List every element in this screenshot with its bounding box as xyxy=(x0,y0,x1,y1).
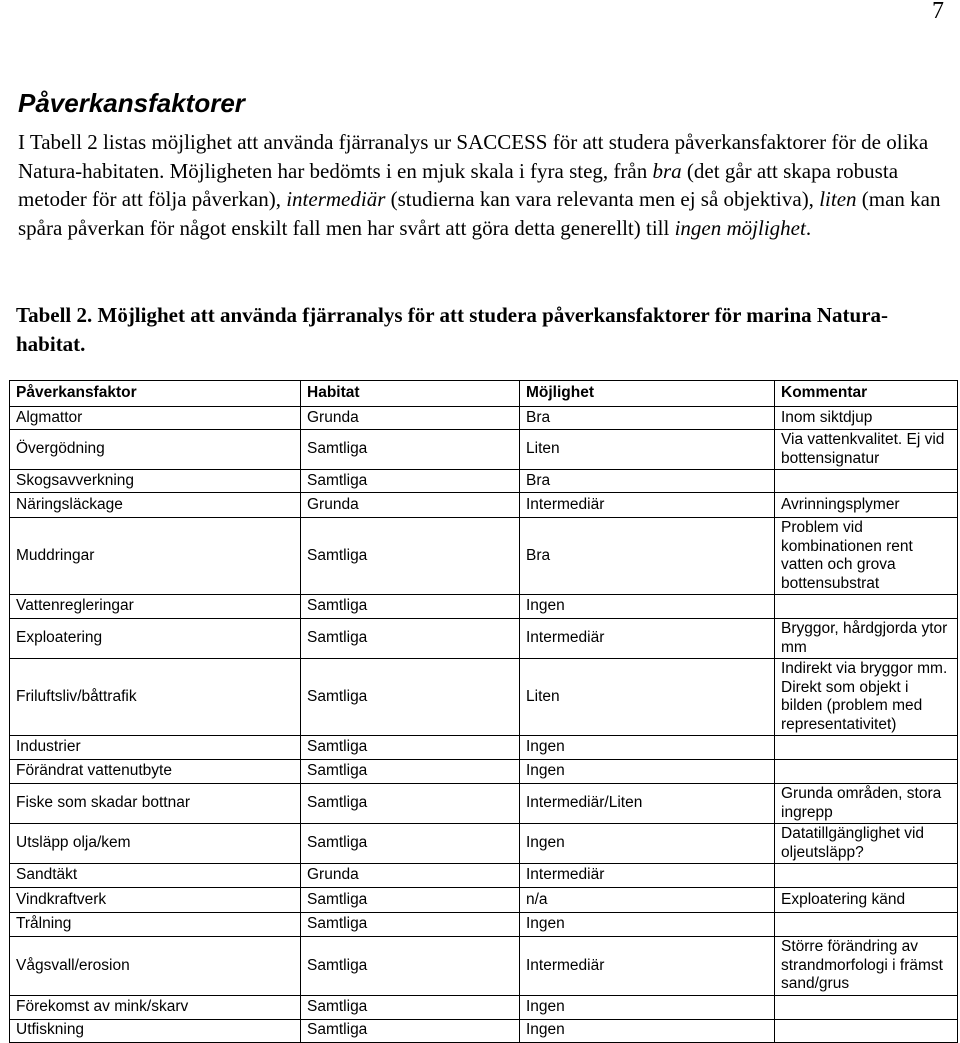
factor-cell: Sandtäkt xyxy=(10,864,301,888)
possibility-cell: Bra xyxy=(520,518,775,595)
habitat-cell: Samtliga xyxy=(301,595,520,619)
table-row xyxy=(10,493,958,518)
paragraph-text: (studierna kan vara relevanta men ej så objektiva), xyxy=(385,187,820,211)
comment-cell: Bryggor, hårdgjorda ytor mm xyxy=(775,619,958,659)
impact-factors-table xyxy=(9,380,958,1043)
intro-paragraph xyxy=(18,128,948,242)
possibility-cell: Ingen xyxy=(520,595,775,619)
factor-cell: Utsläpp olja/kem xyxy=(10,824,301,864)
header-cell: Kommentar xyxy=(775,381,958,407)
factor-cell: Trålning xyxy=(10,913,301,937)
habitat-cell: Samtliga xyxy=(301,784,520,824)
habitat-cell: Grunda xyxy=(301,864,520,888)
header-cell: Påverkansfaktor xyxy=(10,381,301,407)
habitat-cell: Samtliga xyxy=(301,518,520,595)
emphasized-term: liten xyxy=(819,187,857,211)
table-row xyxy=(10,760,958,784)
habitat-cell: Samtliga xyxy=(301,659,520,736)
section-heading: Påverkansfaktorer xyxy=(18,88,245,118)
paragraph-text: (man kan spåra påverkan för något enskilt fall men har svårt att göra detta generellt) till xyxy=(18,187,941,240)
habitat-cell: Grunda xyxy=(301,407,520,430)
table-row xyxy=(10,470,958,493)
factor-cell: Exploatering xyxy=(10,619,301,659)
factor-cell: Förekomst av mink/skarv xyxy=(10,995,301,1019)
habitat-cell: Samtliga xyxy=(301,760,520,784)
possibility-cell: Intermediär xyxy=(520,864,775,888)
possibility-cell: Liten xyxy=(520,659,775,736)
comment-cell: Avrinningsplymer xyxy=(775,493,958,518)
factor-cell: Skogsavverkning xyxy=(10,470,301,493)
possibility-cell: Ingen xyxy=(520,995,775,1019)
factor-cell: Friluftsliv/båttrafik xyxy=(10,659,301,736)
habitat-cell: Samtliga xyxy=(301,470,520,493)
comment-cell: Problem vid kombinationen rent vatten och grova bottensubstrat xyxy=(775,518,958,595)
table-row xyxy=(10,937,958,996)
comment-cell xyxy=(775,736,958,760)
comment-cell: Inom siktdjup xyxy=(775,407,958,430)
habitat-cell: Samtliga xyxy=(301,1019,520,1042)
table-row xyxy=(10,595,958,619)
emphasized-term: ingen möjlighet xyxy=(674,215,806,240)
table-row xyxy=(10,913,958,937)
comment-cell: Större förändring av strandmorfologi i främst sand/grus xyxy=(775,937,958,996)
comment-cell: Exploatering känd xyxy=(775,888,958,913)
habitat-cell: Samtliga xyxy=(301,888,520,913)
possibility-cell: Bra xyxy=(520,407,775,430)
table-row xyxy=(10,864,958,888)
paragraph-text: (det går att skapa robusta metoder för att följa påverkan), xyxy=(18,158,899,211)
page-number: 7 xyxy=(932,0,944,24)
comment-cell: Datatillgänglighet vid oljeutsläpp? xyxy=(775,824,958,864)
table-row xyxy=(10,518,958,595)
possibility-cell: n/a xyxy=(520,888,775,913)
habitat-cell: Samtliga xyxy=(301,995,520,1019)
comment-cell: Grunda områden, stora ingrepp xyxy=(775,784,958,824)
comment-cell xyxy=(775,470,958,493)
paragraph-text: I Tabell 2 listas möjlighet att använda fjärranalys ur SACCESS för att studera påverkansfaktorer för de olika Natura-habitaten. Möjligheten har bedömts i en mjuk skala i fyra steg, från xyxy=(18,130,929,183)
habitat-cell: Samtliga xyxy=(301,430,520,470)
emphasized-term: intermediär xyxy=(286,187,386,211)
factor-cell: Vindkraftverk xyxy=(10,888,301,913)
factor-cell: Näringsläckage xyxy=(10,493,301,518)
possibility-cell: Ingen xyxy=(520,1019,775,1042)
emphasized-term: bra xyxy=(652,158,682,183)
possibility-cell: Liten xyxy=(520,430,775,470)
habitat-cell: Samtliga xyxy=(301,937,520,996)
header-cell: Möjlighet xyxy=(520,381,775,407)
factor-cell: Förändrat vattenutbyte xyxy=(10,760,301,784)
habitat-cell: Samtliga xyxy=(301,824,520,864)
comment-cell xyxy=(775,760,958,784)
comment-cell xyxy=(775,595,958,619)
factor-cell: Övergödning xyxy=(10,430,301,470)
comment-cell xyxy=(775,864,958,888)
paragraph-text: . xyxy=(805,215,812,240)
table-row xyxy=(10,407,958,430)
table-row xyxy=(10,888,958,913)
factor-cell: Fiske som skadar bottnar xyxy=(10,784,301,824)
factor-cell: Industrier xyxy=(10,736,301,760)
table-body xyxy=(10,407,958,1043)
comment-cell xyxy=(775,913,958,937)
factor-cell: Vågsvall/erosion xyxy=(10,937,301,996)
possibility-cell: Ingen xyxy=(520,736,775,760)
table-row xyxy=(10,824,958,864)
factor-cell: Vattenregleringar xyxy=(10,595,301,619)
possibility-cell: Ingen xyxy=(520,913,775,937)
possibility-cell: Intermediär/Liten xyxy=(520,784,775,824)
habitat-cell: Samtliga xyxy=(301,736,520,760)
factor-cell: Muddringar xyxy=(10,518,301,595)
possibility-cell: Intermediär xyxy=(520,493,775,518)
possibility-cell: Intermediär xyxy=(520,619,775,659)
comment-cell: Indirekt via bryggor mm. Direkt som objekt i bilden (problem med representativitet) xyxy=(775,659,958,736)
possibility-cell: Intermediär xyxy=(520,937,775,996)
table-row xyxy=(10,619,958,659)
table-row xyxy=(10,736,958,760)
habitat-cell: Samtliga xyxy=(301,913,520,937)
table-caption: Tabell 2. Möjlighet att använda fjärranalys för att studera påverkansfaktorer för marina Natura-habitat. xyxy=(16,303,889,356)
factor-cell: Algmattor xyxy=(10,407,301,430)
comment-cell: Via vattenkvalitet. Ej vid bottensignatur xyxy=(775,430,958,470)
possibility-cell: Ingen xyxy=(520,824,775,864)
table-row xyxy=(10,659,958,736)
table-row xyxy=(10,784,958,824)
possibility-cell: Ingen xyxy=(520,760,775,784)
table-row xyxy=(10,430,958,470)
possibility-cell: Bra xyxy=(520,470,775,493)
table-header-row xyxy=(10,381,958,407)
table-row xyxy=(10,995,958,1019)
comment-cell xyxy=(775,995,958,1019)
factor-cell: Utfiskning xyxy=(10,1019,301,1042)
habitat-cell: Samtliga xyxy=(301,619,520,659)
header-cell: Habitat xyxy=(301,381,520,407)
habitat-cell: Grunda xyxy=(301,493,520,518)
